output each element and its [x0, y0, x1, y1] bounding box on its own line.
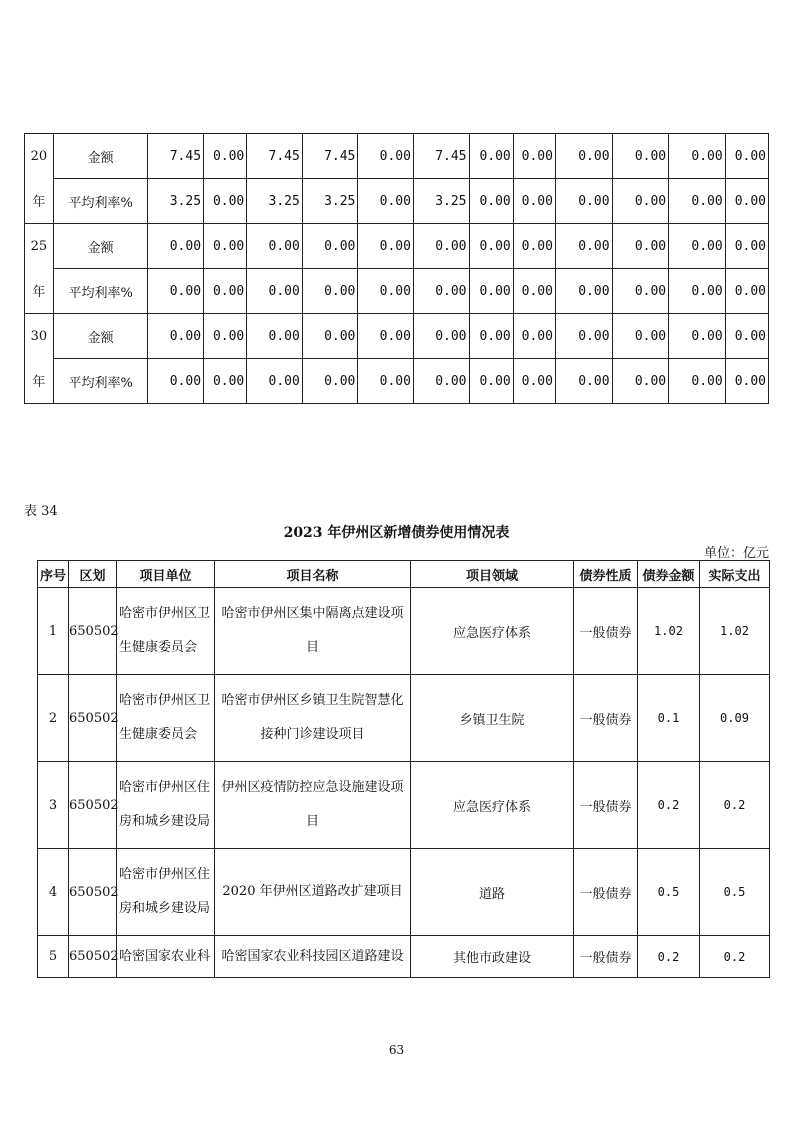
value-cell: 0.00: [469, 359, 513, 404]
value-cell: 0.00: [302, 269, 358, 314]
table-row: [25, 224, 769, 269]
project-name-line: 哈密国家农业科技园区道路建设: [221, 948, 404, 964]
value-cell: 0.00: [669, 224, 726, 269]
bond-amount: 0.2: [638, 936, 700, 978]
value-cell: 0.00: [469, 134, 513, 179]
header-amount: 债券金额: [638, 561, 700, 588]
value-cell: 0.00: [358, 314, 414, 359]
value-cell: 3.25: [302, 179, 358, 224]
project-name-line: 伊州区疫情防控应急设施建设项: [221, 780, 404, 795]
project-unit-line: 哈密市伊州区住: [119, 780, 211, 795]
value-cell: 3.25: [247, 179, 303, 224]
value-cell: 0.00: [725, 179, 768, 224]
header-field: 项目领域: [411, 561, 574, 588]
header-no: 序号: [38, 561, 69, 588]
bond-amount: 0.2: [638, 762, 700, 849]
project-name: [215, 588, 411, 675]
header-region: 区划: [69, 561, 117, 588]
value-cell: 0.00: [725, 269, 768, 314]
value-cell: 0.00: [513, 314, 555, 359]
project-name: [215, 936, 411, 978]
value-cell: 0.00: [555, 224, 612, 269]
value-cell: 0.00: [669, 359, 726, 404]
value-cell: 0.00: [247, 224, 303, 269]
bond-amount: 1.02: [638, 588, 700, 675]
value-cell: 0.00: [555, 134, 612, 179]
value-cell: 0.00: [148, 359, 204, 404]
project-unit-line: 哈密国家农业科: [119, 948, 211, 964]
project-name: [215, 849, 411, 936]
project-name-line: 目: [305, 814, 319, 829]
project-name-line: 哈密市伊州区乡镇卫生院智慧化: [221, 693, 404, 708]
row-label: 金额: [53, 314, 148, 359]
value-cell: 0.00: [358, 359, 414, 404]
value-cell: 0.00: [669, 179, 726, 224]
value-cell: 0.00: [612, 269, 669, 314]
project-unit: [117, 675, 215, 762]
value-cell: 3.25: [148, 179, 204, 224]
value-cell: 0.00: [669, 134, 726, 179]
header-unit: 项目单位: [117, 561, 215, 588]
value-cell: 0.00: [148, 269, 204, 314]
project-name-line: 2020 年伊州区道路改扩建项目: [222, 884, 403, 899]
value-cell: 0.00: [247, 269, 303, 314]
project-name-line: 目: [305, 640, 319, 655]
row-label: 平均利率%: [53, 179, 148, 224]
project-field: 其他市政建设: [411, 936, 574, 978]
value-cell: 0.00: [413, 269, 469, 314]
page-number: 63: [388, 1043, 405, 1057]
header-spent: 实际支出: [700, 561, 770, 588]
row-number: 4: [38, 849, 69, 936]
value-cell: 7.45: [302, 134, 358, 179]
value-cell: 0.00: [612, 359, 669, 404]
value-cell: 0.00: [204, 179, 247, 224]
row-label: 平均利率%: [53, 269, 148, 314]
project-unit: [117, 588, 215, 675]
value-cell: 0.00: [669, 314, 726, 359]
row-label: 平均利率%: [53, 359, 148, 404]
value-cell: 0.00: [469, 224, 513, 269]
value-cell: 3.25: [413, 179, 469, 224]
value-cell: 0.00: [469, 269, 513, 314]
table-row: [38, 936, 770, 978]
region-code: 650502: [69, 936, 117, 978]
value-cell: 0.00: [413, 359, 469, 404]
project-unit-line: 生健康委员会: [119, 727, 198, 742]
table-row: [38, 675, 770, 762]
value-cell: 0.00: [302, 359, 358, 404]
year-number: 25: [25, 224, 54, 269]
value-cell: 0.00: [725, 359, 768, 404]
region-code: 650502: [69, 675, 117, 762]
project-name: [215, 675, 411, 762]
project-unit-line: 房和城乡建设局: [119, 814, 211, 829]
region-code: 650502: [69, 762, 117, 849]
year-number: 30: [25, 314, 54, 359]
table-row: [38, 849, 770, 936]
value-cell: 0.00: [555, 179, 612, 224]
value-cell: 0.00: [513, 359, 555, 404]
project-unit: [117, 936, 215, 978]
year-number: 20: [25, 134, 54, 179]
actual-spent: 0.2: [700, 762, 770, 849]
value-cell: 0.00: [725, 314, 768, 359]
value-cell: 0.00: [358, 179, 414, 224]
bond-amount: 0.1: [638, 675, 700, 762]
table-row: [38, 588, 770, 675]
value-cell: 0.00: [612, 314, 669, 359]
value-cell: 0.00: [555, 359, 612, 404]
value-cell: 0.00: [513, 269, 555, 314]
project-field: 应急医疗体系: [411, 588, 574, 675]
value-cell: 0.00: [612, 134, 669, 179]
actual-spent: 0.2: [700, 936, 770, 978]
value-cell: 0.00: [513, 179, 555, 224]
project-unit-line: 哈密市伊州区卫: [119, 606, 211, 621]
project-unit: [117, 849, 215, 936]
value-cell: 0.00: [513, 134, 555, 179]
value-cell: 0.00: [247, 314, 303, 359]
bond-type: 一般债券: [574, 762, 638, 849]
project-field: 应急医疗体系: [411, 762, 574, 849]
bond-type: 一般债券: [574, 675, 638, 762]
bond-type: 一般债券: [574, 849, 638, 936]
project-unit-line: 哈密市伊州区住: [119, 867, 211, 882]
value-cell: 0.00: [204, 269, 247, 314]
value-cell: 0.00: [204, 224, 247, 269]
value-cell: 7.45: [247, 134, 303, 179]
region-code: 650502: [69, 849, 117, 936]
value-cell: 0.00: [148, 314, 204, 359]
actual-spent: 0.5: [700, 849, 770, 936]
value-cell: 0.00: [725, 224, 768, 269]
value-cell: 0.00: [413, 314, 469, 359]
project-name: [215, 762, 411, 849]
project-unit-line: 哈密市伊州区卫: [119, 693, 211, 708]
year-char: 年: [25, 359, 54, 404]
table-row: [25, 269, 769, 314]
actual-spent: 1.02: [700, 588, 770, 675]
value-cell: 0.00: [555, 269, 612, 314]
table-number: 表 34: [24, 504, 58, 519]
value-cell: 0.00: [469, 314, 513, 359]
row-number: 5: [38, 936, 69, 978]
region-code: 650502: [69, 588, 117, 675]
header-bond-type: 债券性质: [574, 561, 638, 588]
project-field: 道路: [411, 849, 574, 936]
value-cell: 0.00: [358, 224, 414, 269]
bond-type: 一般债券: [574, 588, 638, 675]
project-unit-line: 生健康委员会: [119, 640, 198, 655]
row-number: 1: [38, 588, 69, 675]
value-cell: 0.00: [302, 314, 358, 359]
table-row: [25, 179, 769, 224]
value-cell: 7.45: [148, 134, 204, 179]
value-cell: 0.00: [612, 224, 669, 269]
value-cell: 0.00: [469, 179, 513, 224]
value-cell: 0.00: [513, 224, 555, 269]
value-cell: 0.00: [669, 269, 726, 314]
header-project-name: 项目名称: [215, 561, 411, 588]
value-cell: 0.00: [247, 359, 303, 404]
year-char: 年: [25, 179, 54, 224]
value-cell: 0.00: [204, 359, 247, 404]
row-number: 2: [38, 675, 69, 762]
value-cell: 0.00: [413, 224, 469, 269]
project-name-line: 哈密市伊州区集中隔离点建设项: [221, 606, 404, 621]
year-char: 年: [25, 269, 54, 314]
table-title: 2023 年伊州区新增债券使用情况表: [283, 525, 510, 541]
unit-label: 单位：亿元: [703, 546, 769, 561]
project-field: 乡镇卫生院: [411, 675, 574, 762]
bond-amount: 0.5: [638, 849, 700, 936]
value-cell: 7.45: [413, 134, 469, 179]
value-cell: 0.00: [358, 269, 414, 314]
table-row: [25, 359, 769, 404]
value-cell: 0.00: [358, 134, 414, 179]
value-cell: 0.00: [302, 224, 358, 269]
row-label: 金额: [53, 224, 148, 269]
project-name-line: 接种门诊建设项目: [260, 727, 365, 742]
bond-usage-table: [37, 560, 770, 978]
row-label: 金额: [53, 134, 148, 179]
table-row: [25, 314, 769, 359]
value-cell: 0.00: [555, 314, 612, 359]
value-cell: 0.00: [725, 134, 768, 179]
project-unit-line: 房和城乡建设局: [119, 901, 211, 916]
actual-spent: 0.09: [700, 675, 770, 762]
interest-rate-table: [24, 133, 769, 404]
table-row: [38, 762, 770, 849]
bond-type: 一般债券: [574, 936, 638, 978]
value-cell: 0.00: [204, 134, 247, 179]
value-cell: 0.00: [204, 314, 247, 359]
value-cell: 0.00: [148, 224, 204, 269]
table-row: [25, 134, 769, 179]
value-cell: 0.00: [612, 179, 669, 224]
project-unit: [117, 762, 215, 849]
row-number: 3: [38, 762, 69, 849]
